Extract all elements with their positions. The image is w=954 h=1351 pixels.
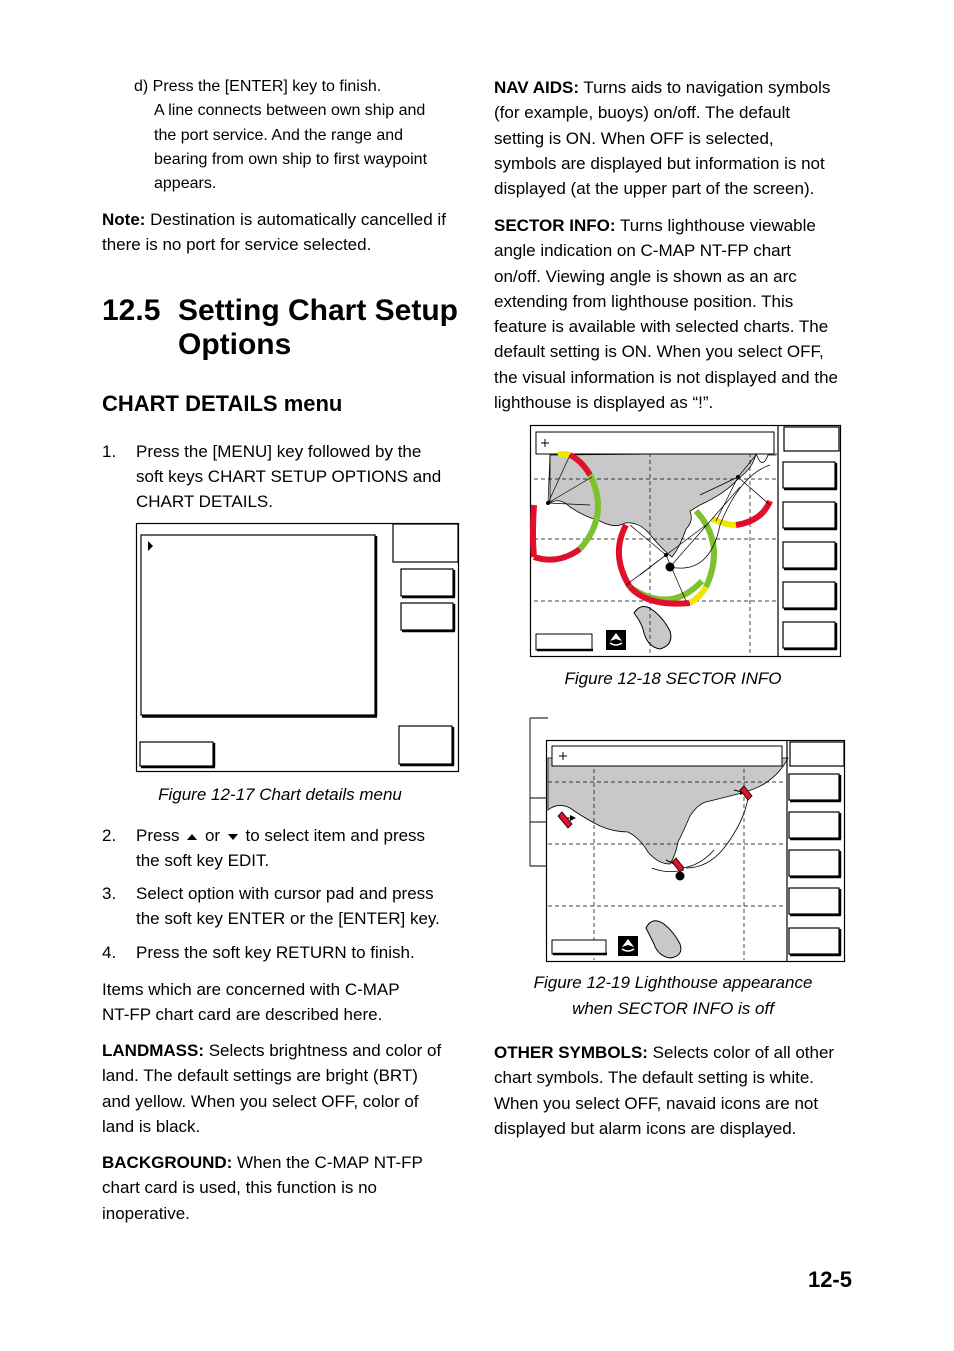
lighthouse-off-figure bbox=[528, 718, 848, 964]
landmass-text: land is black. bbox=[102, 1116, 201, 1136]
background-label: BACKGROUND: bbox=[102, 1153, 233, 1172]
step-number: 1. bbox=[102, 442, 117, 461]
step-line: the soft key EDIT. bbox=[136, 851, 270, 870]
page-number: 12-5 bbox=[807, 1267, 852, 1292]
background-text: chart card is used, this function is no bbox=[102, 1178, 377, 1198]
sector-info-text: feature is available with selected charts. The bbox=[494, 317, 829, 337]
step-d-line: bearing from own ship to first waypoint bbox=[154, 150, 428, 168]
step-line: Select option with cursor pad and press bbox=[136, 884, 434, 903]
step-d-line: the port service. And the range and bbox=[154, 126, 404, 144]
step-line: the soft key ENTER or the [ENTER] key. bbox=[136, 909, 440, 928]
step-number: 4. bbox=[102, 943, 117, 962]
step-number: 2. bbox=[102, 826, 117, 845]
other-symbols-text: displayed but alarm icons are displayed. bbox=[494, 1118, 797, 1138]
other-symbols-text: Selects color of all other bbox=[647, 1043, 835, 1062]
step-line: Press the [MENU] key followed by the bbox=[136, 442, 422, 461]
sector-info-text: on/off. Viewing angle is shown as an arc bbox=[494, 266, 797, 286]
figure-17-caption: Figure 12-17 Chart details menu bbox=[158, 785, 402, 804]
note-paragraph bbox=[102, 207, 472, 258]
note-text: Destination is automatically cancelled if bbox=[145, 210, 446, 229]
intro-line: Items which are concerned with C-MAP bbox=[102, 980, 400, 999]
other-symbols-text: chart symbols. The default setting is white. bbox=[494, 1068, 815, 1088]
section-title-line2: Options bbox=[178, 328, 292, 361]
step-d-line: appears. bbox=[154, 175, 217, 193]
north-arrow-icon bbox=[606, 630, 626, 650]
sector-info-text: extending from lighthouse position. This bbox=[494, 291, 794, 311]
intro-line: NT-FP chart card are described here. bbox=[102, 1005, 383, 1025]
section-number: 12.5 bbox=[102, 294, 161, 327]
nav-aids-text: (for example, buoys) on/off. The default bbox=[494, 103, 791, 123]
step-d-line: A line connects between own ship and bbox=[154, 102, 426, 120]
figure-19-caption-line: when SECTOR INFO is off bbox=[572, 998, 774, 1018]
step-4 bbox=[102, 940, 472, 966]
step-text: or bbox=[204, 826, 221, 845]
background-text: When the C-MAP NT-FP bbox=[232, 1153, 423, 1172]
step-number: 3. bbox=[102, 884, 117, 903]
step-line: Press the soft key RETURN to finish. bbox=[136, 943, 415, 962]
sector-info-text: angle indication on C-MAP NT-FP chart bbox=[494, 241, 792, 261]
sector-info-text: the visual information is not displayed and the bbox=[494, 367, 838, 387]
other-symbols-paragraph bbox=[494, 1040, 864, 1141]
background-paragraph bbox=[102, 1150, 472, 1226]
step-3 bbox=[102, 881, 472, 933]
figure-19-caption-line: Figure 12-19 Lighthouse appearance bbox=[533, 973, 813, 992]
figure-19-caption bbox=[500, 970, 846, 1021]
sector-info-text: default setting is ON. When you select OFF, bbox=[494, 342, 824, 362]
triangle-down-icon bbox=[225, 831, 241, 843]
step-d-label: d) Press the [ENTER] key to finish. bbox=[134, 78, 382, 95]
nav-aids-paragraph bbox=[494, 75, 864, 201]
north-arrow-icon bbox=[618, 936, 638, 956]
nav-aids-label: NAV AIDS: bbox=[494, 78, 579, 97]
note-label: Note: bbox=[102, 210, 146, 229]
subheading: CHART DETAILS menu bbox=[102, 391, 343, 416]
landmass-text: land. The default settings are bright (BRT) bbox=[102, 1066, 418, 1086]
nav-aids-text: displayed (at the upper part of the screen). bbox=[494, 179, 815, 199]
step-text: Press bbox=[136, 826, 180, 845]
triangle-up-icon bbox=[184, 831, 200, 843]
section-title-line1: Setting Chart Setup bbox=[178, 294, 459, 327]
step-1 bbox=[102, 439, 472, 519]
chart-details-menu-figure bbox=[136, 523, 460, 774]
step-line: soft keys CHART SETUP OPTIONS and bbox=[136, 467, 442, 486]
section-heading bbox=[102, 294, 459, 362]
sector-info-paragraph bbox=[494, 213, 864, 415]
landmass-paragraph bbox=[102, 1038, 472, 1139]
step-2 bbox=[102, 823, 472, 875]
other-symbols-label: OTHER SYMBOLS: bbox=[494, 1043, 648, 1062]
nav-aids-text: setting is ON. When OFF is selected, bbox=[494, 128, 774, 148]
step-text: to select item and press bbox=[245, 826, 426, 845]
nav-aids-text: Turns aids to navigation symbols bbox=[579, 78, 831, 97]
background-text: inoperative. bbox=[102, 1203, 190, 1223]
sector-info-figure bbox=[530, 425, 842, 659]
landmass-text: and yellow. When you select OFF, color of bbox=[102, 1091, 419, 1111]
sector-info-text: lighthouse is displayed as “!”. bbox=[494, 393, 714, 413]
figure-18-caption: Figure 12-18 SECTOR INFO bbox=[564, 669, 782, 688]
note-text: there is no port for service selected. bbox=[102, 235, 372, 255]
step-d bbox=[134, 75, 427, 196]
other-symbols-text: When you select OFF, navaid icons are not bbox=[494, 1093, 819, 1113]
landmass-label: LANDMASS: bbox=[102, 1041, 204, 1060]
sector-info-text: Turns lighthouse viewable bbox=[615, 216, 816, 235]
nav-aids-text: symbols are displayed but information is not bbox=[494, 153, 825, 173]
intro-paragraph bbox=[102, 977, 472, 1028]
landmass-text: Selects brightness and color of bbox=[204, 1041, 442, 1060]
sector-info-label: SECTOR INFO: bbox=[494, 216, 616, 235]
step-line: CHART DETAILS. bbox=[136, 492, 273, 511]
